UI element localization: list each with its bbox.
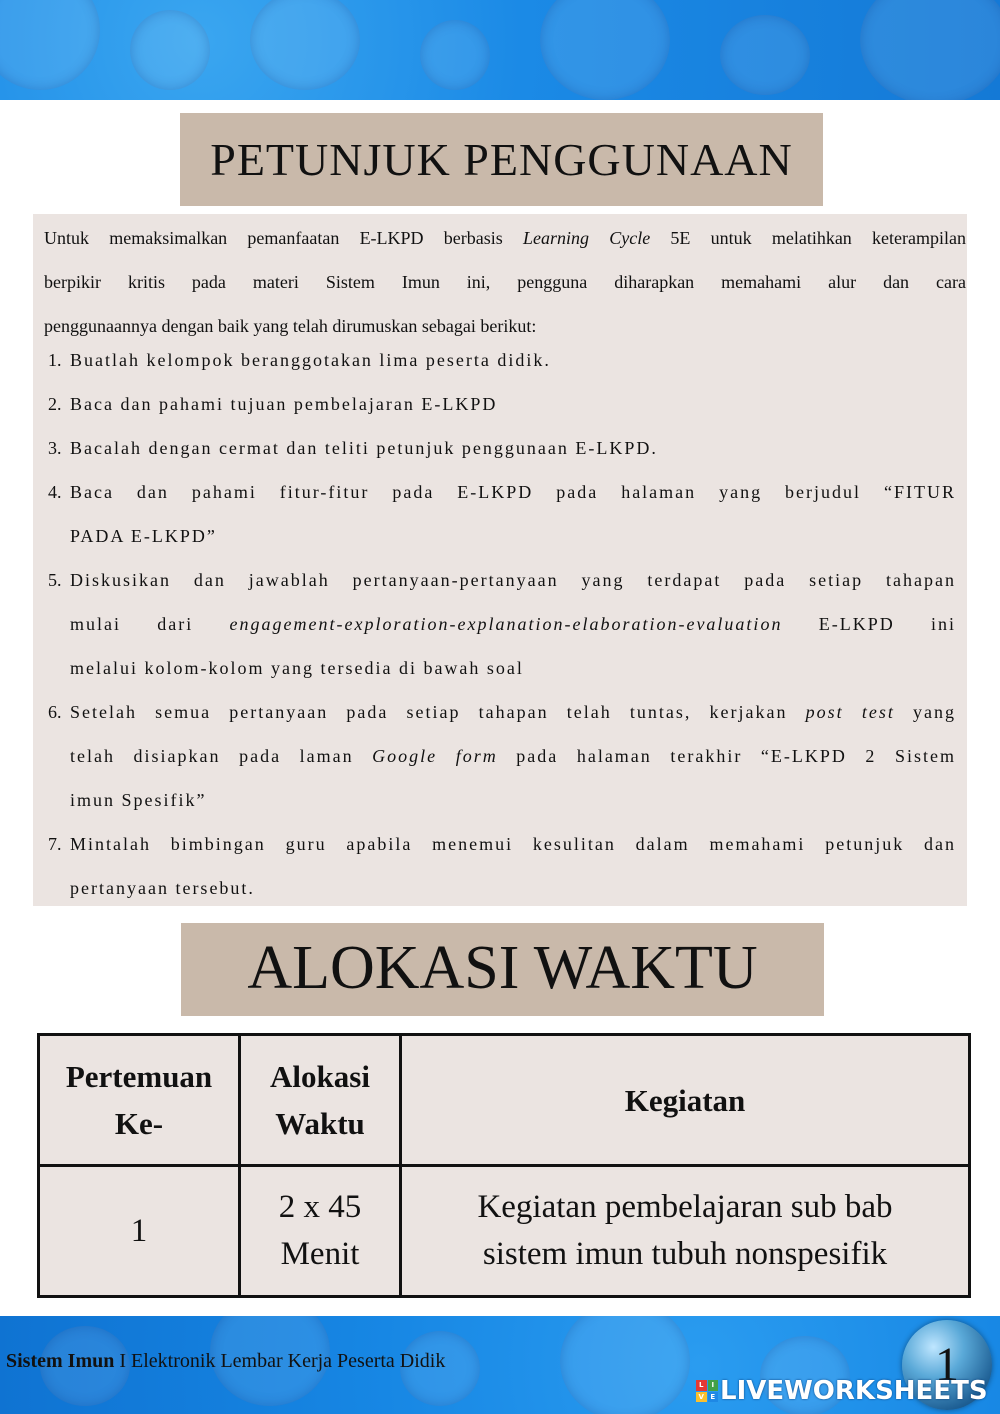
table-header-row	[39, 1035, 970, 1166]
header-alokasi-waktu: Alokasi Waktu	[240, 1035, 401, 1166]
table-row	[39, 1166, 970, 1297]
blood-cell-decoration	[0, 0, 100, 90]
intro-line-3: penggunaannya dengan baik yang telah dirumuskan sebagai berikut:	[44, 316, 537, 336]
blood-cell-decoration	[720, 15, 810, 95]
intro-line-2: berpikir kritis pada materi Sistem Imun ini, pengguna diharapkan memahami alur dan cara	[44, 272, 966, 292]
time-allocation-table	[37, 1033, 971, 1298]
step-item: 1. Buatlah kelompok beranggotakan lima peserta didik.	[48, 350, 551, 370]
step-item: 3. Bacalah dengan cermat dan teliti petunjuk penggunaan E-LKPD.	[48, 438, 658, 458]
cell-kegiatan: Kegiatan pembelajaran sub bab sistem imun tubuh nonspesifik	[401, 1166, 970, 1297]
cell-alokasi: 2 x 45 Menit	[240, 1166, 401, 1297]
liveworksheets-watermark[interactable]	[696, 1376, 988, 1406]
liveworksheets-logo-icon: L I V E	[696, 1380, 718, 1402]
step-item: 2. Baca dan pahami tujuan pembelajaran E-LKPD	[48, 394, 498, 414]
blood-cell-decoration	[540, 0, 670, 100]
header-kegiatan: Kegiatan	[401, 1035, 970, 1166]
step-item: 4. Baca dan pahami fitur-fitur pada E-LKPD pada halaman yang berjudul “FITUR PADA E-LKPD”	[48, 482, 956, 546]
liveworksheets-text: LIVEWORKSHEETS	[720, 1376, 988, 1406]
blood-cell-decoration	[130, 10, 210, 90]
step-item: 5. Diskusikan dan jawablah pertanyaan-pertanyaan yang terdapat pada setiap tahapan mulai dari engagement-exploration-explanation-elaboration-evaluation E-LKPD ini melalui kolom-kolom yang tersedia di bawah soal	[48, 570, 956, 678]
instruction-steps	[48, 338, 956, 910]
cell-pertemuan: 1	[39, 1166, 240, 1297]
blood-cell-decoration	[250, 0, 360, 90]
step-item: 6. Setelah semua pertanyaan pada setiap tahapan telah tuntas, kerjakan post test yang telah disiapkan pada laman Google form pada halaman terakhir “E-LKPD 2 Sistem imun Spesifik”	[48, 702, 956, 810]
step-item: 7. Mintalah bimbingan guru apabila menemui kesulitan dalam memahami petunjuk dan pertanyaan tersebut.	[48, 834, 956, 898]
top-banner	[0, 0, 1000, 100]
blood-cell-decoration	[560, 1316, 690, 1414]
title-petunjuk-penggunaan: PETUNJUK PENGGUNAAN	[180, 113, 823, 206]
intro-line-1: Untuk memaksimalkan pemanfaatan E-LKPD berbasis Learning Cycle 5E untuk melatihkan keterampilan	[44, 228, 966, 248]
header-pertemuan: Pertemuan Ke-	[39, 1035, 240, 1166]
blood-cell-decoration	[420, 20, 490, 90]
blood-cell-decoration	[860, 0, 1000, 100]
title-alokasi-waktu: ALOKASI WAKTU	[181, 923, 824, 1016]
footer-caption: Sistem Imun I Elektronik Lembar Kerja Peserta Didik	[6, 1350, 446, 1372]
page-number-badge: 1	[902, 1320, 992, 1410]
intro-paragraph	[44, 216, 966, 348]
